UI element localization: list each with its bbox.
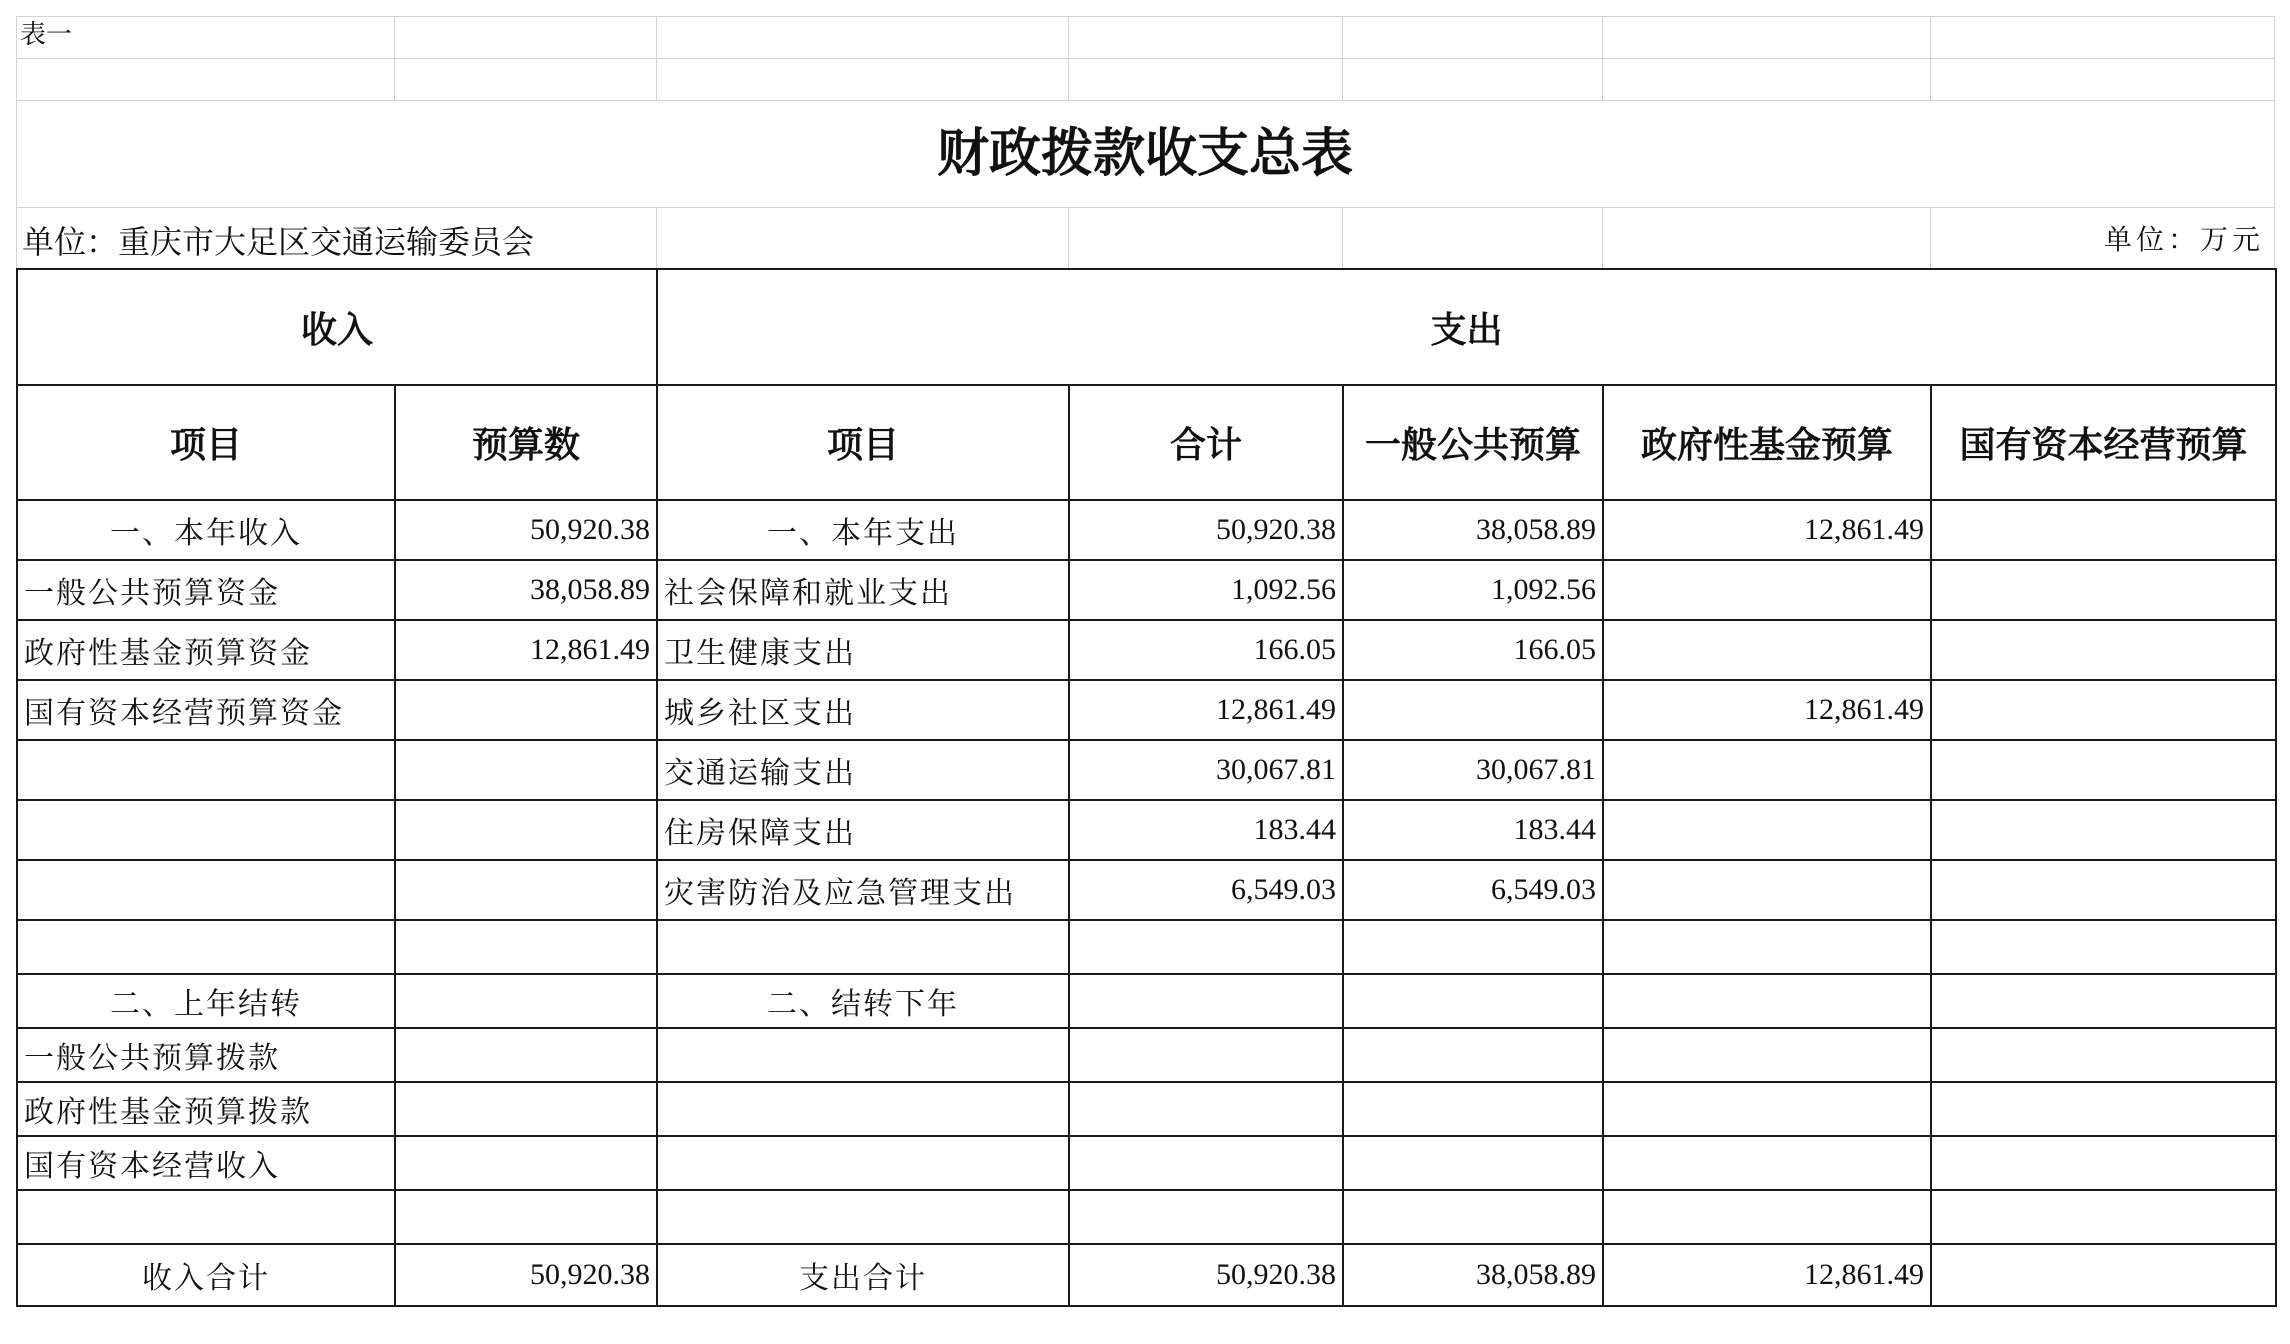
cell-total[interactable] [1069, 1136, 1343, 1190]
cell-fund[interactable] [1603, 1190, 1931, 1244]
col-income-budget[interactable]: 预算数 [395, 385, 657, 500]
page-title: 财政拨款收支总表 [936, 123, 1353, 184]
gridline [656, 207, 657, 268]
cell-income-value[interactable] [395, 740, 657, 800]
cell-expense-item[interactable]: 一、本年支出 [657, 500, 1069, 560]
cell-income-item[interactable] [17, 1190, 395, 1244]
gridline [16, 58, 2274, 59]
cell-state[interactable] [1931, 620, 2276, 680]
cell-state[interactable] [1931, 560, 2276, 620]
cell-general[interactable]: 38,058.89 [1343, 1244, 1603, 1306]
cell-total[interactable] [1069, 974, 1343, 1028]
gridline [1068, 207, 1069, 268]
gridline [1342, 16, 1343, 100]
cell-fund[interactable] [1603, 1082, 1931, 1136]
col-expense-item[interactable]: 项目 [657, 385, 1069, 500]
cell-general[interactable]: 30,067.81 [1343, 740, 1603, 800]
cell-state[interactable] [1931, 1136, 2276, 1190]
cell-state[interactable] [1931, 1082, 2276, 1136]
gridline [1930, 16, 1931, 100]
cell-state[interactable] [1931, 860, 2276, 920]
table-row [17, 920, 2276, 974]
cell-total[interactable]: 166.05 [1069, 620, 1343, 680]
col-state-capital-budget[interactable]: 国有资本经营预算 [1931, 385, 2276, 500]
cell-total[interactable] [1069, 1082, 1343, 1136]
table-row [17, 500, 2276, 560]
cell-expense-item[interactable]: 灾害防治及应急管理支出 [657, 860, 1069, 920]
col-general-budget[interactable]: 一般公共预算 [1343, 385, 1603, 500]
cell-expense-item[interactable] [657, 920, 1069, 974]
cell-fund[interactable]: 12,861.49 [1603, 500, 1931, 560]
cell-total[interactable]: 30,067.81 [1069, 740, 1343, 800]
cell-income-item[interactable]: 国有资本经营收入 [17, 1136, 395, 1190]
cell-total[interactable]: 12,861.49 [1069, 680, 1343, 740]
cell-total[interactable] [1069, 1028, 1343, 1082]
table-row [17, 740, 2276, 800]
cell-income-value[interactable]: 12,861.49 [395, 620, 657, 680]
cell-income-total-value[interactable]: 50,920.38 [395, 1244, 657, 1306]
cell-expense-item[interactable]: 二、结转下年 [657, 974, 1069, 1028]
cell-expense-item[interactable]: 城乡社区支出 [657, 680, 1069, 740]
gridline [1602, 207, 1603, 268]
cell-expense-item[interactable] [657, 1082, 1069, 1136]
totals-row [17, 1244, 2276, 1306]
col-income-item[interactable]: 项目 [17, 385, 395, 500]
cell-general[interactable] [1343, 680, 1603, 740]
cell-state[interactable] [1931, 1244, 2276, 1306]
cell-general[interactable]: 6,549.03 [1343, 860, 1603, 920]
cell-income-value[interactable]: 50,920.38 [395, 500, 657, 560]
expense-header[interactable]: 支出 [657, 269, 2276, 385]
cell-general[interactable] [1343, 1190, 1603, 1244]
cell-income-item[interactable]: 政府性基金预算资金 [17, 620, 395, 680]
table-row [17, 974, 2276, 1028]
table-label: 表一 [20, 20, 73, 50]
cell-expense-item[interactable] [657, 1190, 1069, 1244]
table-row [17, 1082, 2276, 1136]
cell-income-value[interactable] [395, 1190, 657, 1244]
cell-general[interactable]: 183.44 [1343, 800, 1603, 860]
gridline [16, 100, 2274, 101]
cell-income-value[interactable] [395, 974, 657, 1028]
cell-expense-item[interactable] [657, 1028, 1069, 1082]
cell-fund[interactable] [1603, 860, 1931, 920]
section-header-row [17, 269, 2276, 385]
cell-total[interactable] [1069, 1190, 1343, 1244]
cell-income-item[interactable] [17, 860, 395, 920]
cell-general[interactable] [1343, 920, 1603, 974]
col-total[interactable]: 合计 [1069, 385, 1343, 500]
table-row [17, 1028, 2276, 1082]
cell-total[interactable]: 50,920.38 [1069, 500, 1343, 560]
cell-income-value[interactable] [395, 1082, 657, 1136]
cell-state[interactable] [1931, 500, 2276, 560]
cell-income-item[interactable]: 国有资本经营预算资金 [17, 680, 395, 740]
cell-fund[interactable] [1603, 1028, 1931, 1082]
col-fund-budget[interactable]: 政府性基金预算 [1603, 385, 1931, 500]
cell-fund[interactable] [1603, 1136, 1931, 1190]
table-row [17, 680, 2276, 740]
currency-unit: 单位：万元 [2103, 223, 2264, 256]
cell-general[interactable] [1343, 1136, 1603, 1190]
column-header-row [17, 385, 2276, 500]
cell-general[interactable]: 1,092.56 [1343, 560, 1603, 620]
cell-income-value[interactable] [395, 680, 657, 740]
cell-total[interactable]: 6,549.03 [1069, 860, 1343, 920]
gridline [394, 16, 395, 100]
cell-state[interactable] [1931, 740, 2276, 800]
cell-general[interactable] [1343, 1028, 1603, 1082]
budget-summary-table [16, 268, 2277, 1307]
cell-state[interactable] [1931, 800, 2276, 860]
cell-income-item[interactable]: 一般公共预算资金 [17, 560, 395, 620]
cell-income-item[interactable]: 一、本年收入 [17, 500, 395, 560]
cell-income-item[interactable] [17, 740, 395, 800]
cell-income-value[interactable] [395, 1028, 657, 1082]
cell-income-value[interactable] [395, 920, 657, 974]
gridline [16, 207, 2274, 208]
cell-general[interactable] [1343, 974, 1603, 1028]
cell-income-value[interactable] [395, 800, 657, 860]
cell-general[interactable] [1343, 1082, 1603, 1136]
cell-expense-item[interactable] [657, 1136, 1069, 1190]
gridline [1342, 207, 1343, 268]
income-header[interactable]: 收入 [17, 269, 657, 385]
table-row [17, 560, 2276, 620]
cell-income-item[interactable]: 政府性基金预算拨款 [17, 1082, 395, 1136]
cell-state[interactable] [1931, 680, 2276, 740]
cell-fund[interactable] [1603, 740, 1931, 800]
cell-state[interactable] [1931, 974, 2276, 1028]
gridline [1930, 207, 1931, 268]
table-row [17, 860, 2276, 920]
table-row [17, 1136, 2276, 1190]
cell-state[interactable] [1931, 920, 2276, 974]
cell-income-total-label[interactable]: 收入合计 [17, 1244, 395, 1306]
cell-fund[interactable]: 12,861.49 [1603, 680, 1931, 740]
cell-income-item[interactable]: 二、上年结转 [17, 974, 395, 1028]
cell-expense-total-label[interactable]: 支出合计 [657, 1244, 1069, 1306]
cell-expense-item[interactable]: 住房保障支出 [657, 800, 1069, 860]
cell-fund[interactable] [1603, 560, 1931, 620]
cell-expense-item[interactable]: 卫生健康支出 [657, 620, 1069, 680]
cell-expense-item[interactable]: 社会保障和就业支出 [657, 560, 1069, 620]
cell-income-value[interactable]: 38,058.89 [395, 560, 657, 620]
cell-expense-item[interactable]: 交通运输支出 [657, 740, 1069, 800]
cell-general[interactable]: 166.05 [1343, 620, 1603, 680]
table-row [17, 1190, 2276, 1244]
cell-fund[interactable] [1603, 974, 1931, 1028]
cell-total[interactable] [1069, 920, 1343, 974]
cell-income-item[interactable] [17, 800, 395, 860]
cell-fund[interactable] [1603, 800, 1931, 860]
cell-total[interactable]: 50,920.38 [1069, 1244, 1343, 1306]
gridline [1068, 16, 1069, 100]
cell-fund[interactable] [1603, 920, 1931, 974]
cell-income-item[interactable]: 一般公共预算拨款 [17, 1028, 395, 1082]
cell-total[interactable]: 1,092.56 [1069, 560, 1343, 620]
cell-fund[interactable] [1603, 620, 1931, 680]
gridline [16, 16, 2274, 17]
cell-income-value[interactable] [395, 1136, 657, 1190]
cell-income-item[interactable] [17, 920, 395, 974]
table-row [17, 620, 2276, 680]
cell-general[interactable]: 38,058.89 [1343, 500, 1603, 560]
gridline [1602, 16, 1603, 100]
cell-state[interactable] [1931, 1028, 2276, 1082]
organization-unit: 单位：重庆市大足区交通运输委员会 [22, 223, 535, 261]
table-row [17, 800, 2276, 860]
cell-fund[interactable]: 12,861.49 [1603, 1244, 1931, 1306]
cell-income-value[interactable] [395, 860, 657, 920]
gridline [656, 16, 657, 100]
cell-total[interactable]: 183.44 [1069, 800, 1343, 860]
cell-state[interactable] [1931, 1190, 2276, 1244]
